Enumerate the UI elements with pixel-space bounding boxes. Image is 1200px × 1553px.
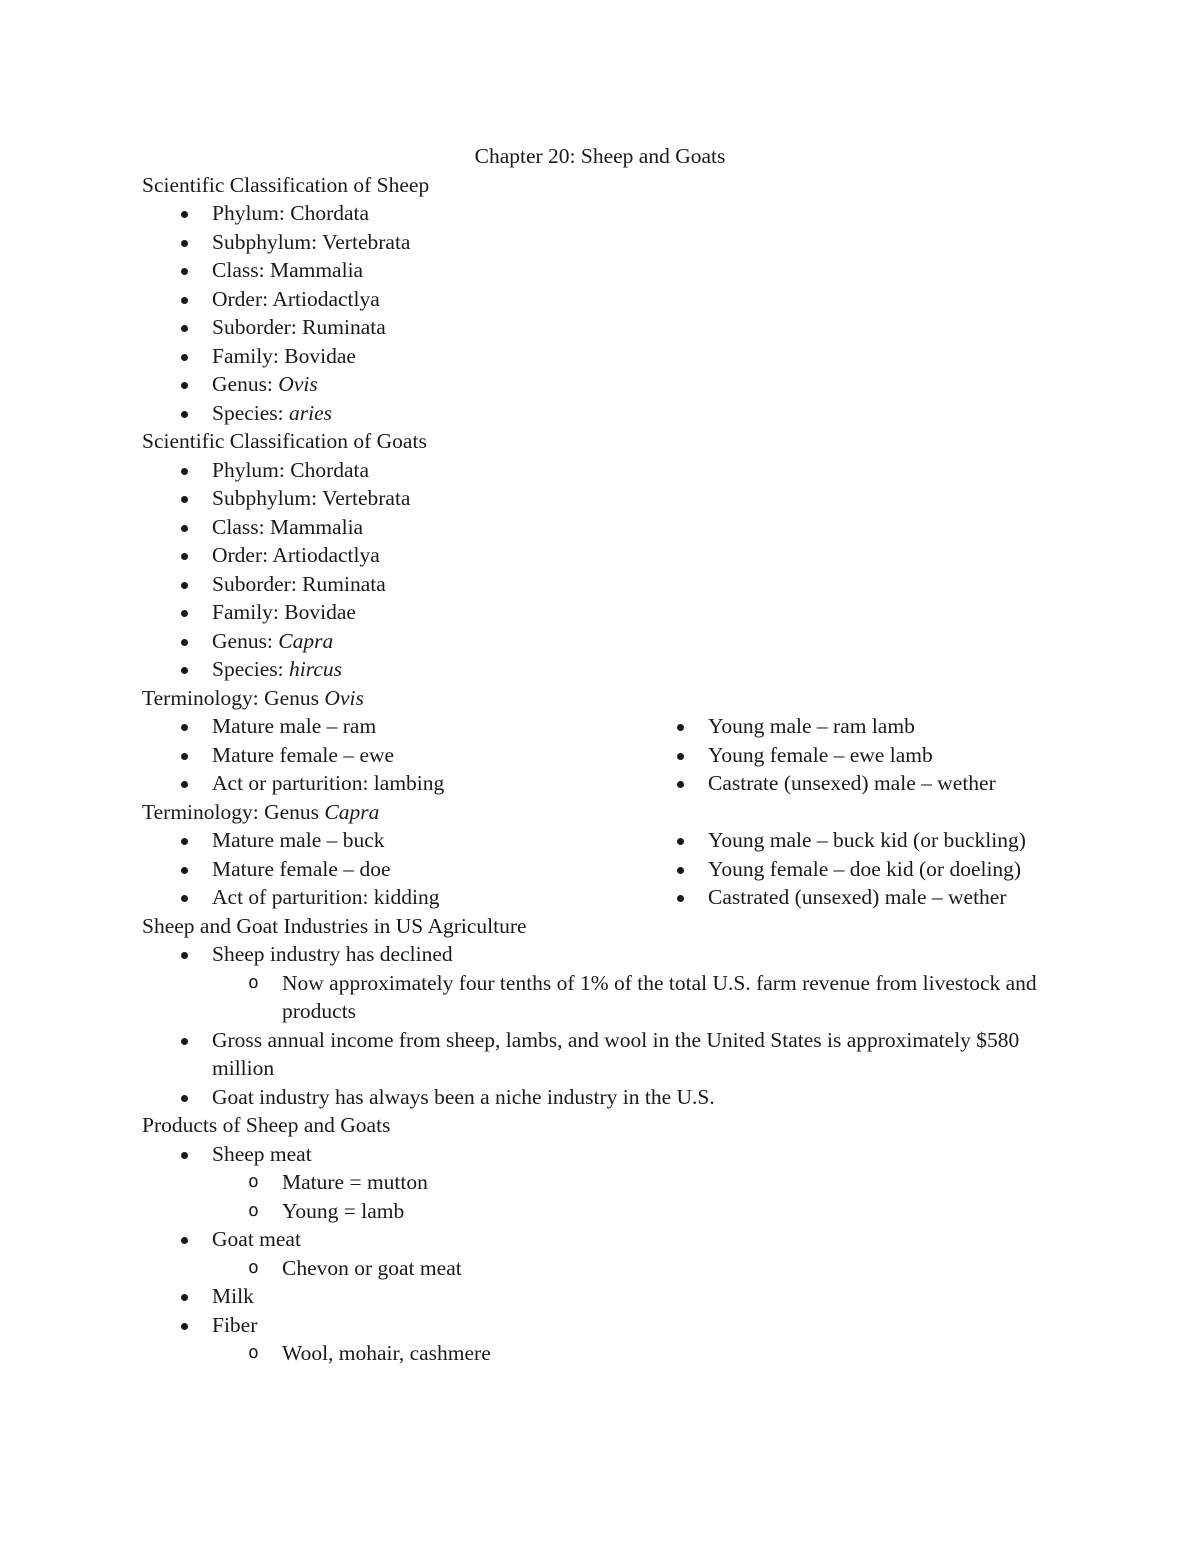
list-item: Phylum: Chordata xyxy=(142,199,1062,228)
terminology-capra-columns xyxy=(142,826,1062,912)
list-item-text: Sheep meat xyxy=(212,1141,312,1166)
sheep-classification-heading: Scientific Classification of Sheep xyxy=(142,172,430,197)
list-item: Species: aries xyxy=(142,399,1062,428)
sheep-classification-list xyxy=(142,199,1062,427)
list-item: Family: Bovidae xyxy=(142,342,1062,371)
list-item xyxy=(142,1225,1062,1282)
list-item: Subphylum: Vertebrata xyxy=(142,484,1062,513)
sub-list-item: o Chevon or goat meat xyxy=(212,1254,1062,1283)
list-item: Phylum: Chordata xyxy=(142,456,1062,485)
goat-classification-list xyxy=(142,456,1062,684)
sub-list-item: o Wool, mohair, cashmere xyxy=(212,1339,1062,1368)
list-item: Mature female – doe xyxy=(142,855,638,884)
terminology-ovis-right-list xyxy=(638,712,1062,798)
list-item: Order: Artiodactlya xyxy=(142,541,1062,570)
list-item: Young male – buck kid (or buckling) xyxy=(638,826,1062,855)
terminology-capra-right-list xyxy=(638,826,1062,912)
list-item: Castrate (unsexed) male – wether xyxy=(638,769,1062,798)
list-item: Class: Mammalia xyxy=(142,256,1062,285)
list-item: Mature male – ram xyxy=(142,712,638,741)
terminology-capra-left-list xyxy=(142,826,638,912)
list-item: Gross annual income from sheep, lambs, and wool in the United States is approximately $580 million xyxy=(142,1026,1062,1083)
list-item: Young male – ram lamb xyxy=(638,712,1062,741)
industries-list xyxy=(142,940,1062,1111)
list-item: Young female – ewe lamb xyxy=(638,741,1062,770)
industries-heading: Sheep and Goat Industries in US Agriculture xyxy=(142,913,527,938)
list-item: Mature female – ewe xyxy=(142,741,638,770)
sub-list xyxy=(212,1339,1062,1368)
list-item: Act of parturition: kidding xyxy=(142,883,638,912)
list-item: Genus: Ovis xyxy=(142,370,1062,399)
list-item-text: Fiber xyxy=(212,1312,258,1337)
list-item: Act or parturition: lambing xyxy=(142,769,638,798)
list-item-text: Sheep industry has declined xyxy=(212,942,453,966)
sub-list xyxy=(212,1168,1062,1225)
list-item: Young female – doe kid (or doeling) xyxy=(638,855,1062,884)
sub-list xyxy=(212,1254,1062,1283)
goat-classification-heading: Scientific Classification of Goats xyxy=(142,429,427,453)
list-item: Order: Artiodactlya xyxy=(142,285,1062,314)
list-item: Species: hircus xyxy=(142,655,1062,684)
list-item xyxy=(142,940,1062,1026)
terminology-capra-heading: Terminology: Genus Capra xyxy=(142,799,380,824)
list-item: Genus: Capra xyxy=(142,627,1062,656)
list-item: Milk xyxy=(142,1282,1062,1311)
list-item: Goat industry has always been a niche industry in the U.S. xyxy=(142,1083,1062,1112)
products-list xyxy=(142,1140,1062,1368)
list-item-text: Goat meat xyxy=(212,1227,301,1251)
list-item: Class: Mammalia xyxy=(142,513,1062,542)
products-heading: Products of Sheep and Goats xyxy=(142,1113,391,1137)
sub-list xyxy=(212,969,1062,1026)
list-item: Mature male – buck xyxy=(142,826,638,855)
list-item: Castrated (unsexed) male – wether xyxy=(638,883,1062,912)
terminology-ovis-heading: Terminology: Genus Ovis xyxy=(142,685,364,710)
list-item: Suborder: Ruminata xyxy=(142,313,1062,342)
sub-list-item: o Now approximately four tenths of 1% of the total U.S. farm revenue from livestock and products xyxy=(212,969,1062,1026)
list-item: Suborder: Ruminata xyxy=(142,570,1062,599)
page-title: Chapter 20: Sheep and Goats xyxy=(474,144,726,168)
sub-list-item: o Mature = mutton xyxy=(212,1168,1062,1197)
list-item: Family: Bovidae xyxy=(142,598,1062,627)
list-item xyxy=(142,1140,1062,1226)
list-item xyxy=(142,1311,1062,1368)
terminology-ovis-columns xyxy=(142,712,1062,798)
list-item: Subphylum: Vertebrata xyxy=(142,228,1062,257)
terminology-ovis-left-list xyxy=(142,712,638,798)
sub-list-item: o Young = lamb xyxy=(212,1197,1062,1226)
document-content xyxy=(142,142,1062,1368)
